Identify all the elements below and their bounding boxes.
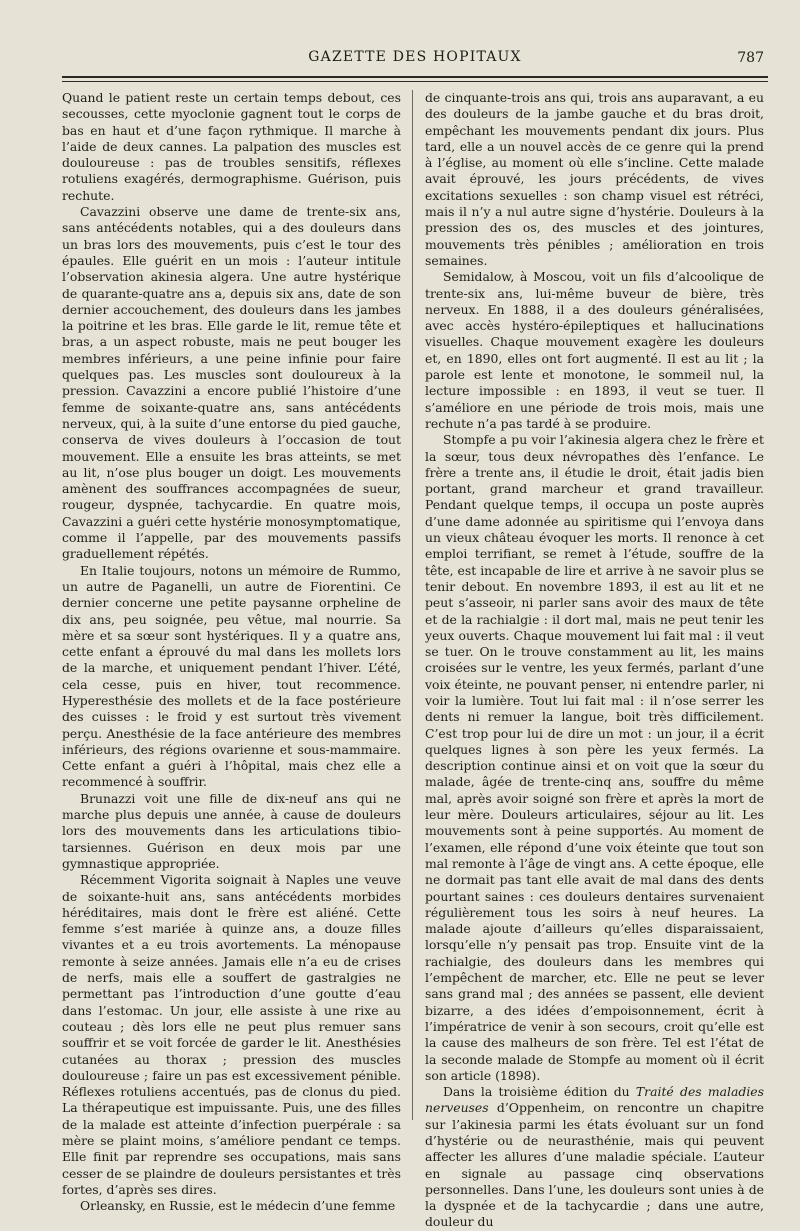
paragraph: Semidalow, à Moscou, voit un fils d’alcoolique de trente-six ans, lui-même buveur de bière, très nerveux. En 1888, il a des douleurs généralisées, avec accès hystéro-épileptiques et hallucinations visuelles. Chaque mouvement exagère les douleurs et, en 1890, elles ont fort augmenté. Il est au lit ; la parole est lente et monotone, le sommeil nul, la lecture impossible : en 1893, il veut se tuer. Il s’améliore en une période de trois mois, mais une rechute n’a pas tardé à se produire. xyxy=(425,269,764,431)
book-title: Traité des maladies nerveuses xyxy=(425,1084,764,1116)
paragraph: En Italie toujours, notons un mémoire de Rummo, un autre de Paganelli, un autre de Fiorentini. Ce dernier concerne une petite paysanne orpheline de dix ans, peu soignée, peu vêtue, mal nourrie. Sa mère et sa sœur sont hystériques. Il y a quatre ans, cette enfant a éprouvé du mal dans les mollets lors de la marche, et uniquement pendant l’hiver. L’été, cela cesse, puis en hiver, tout recommence. Hyperesthésie des mollets et de la face postérieure des cuisses : le froid y est surtout très vivement perçu. Anesthésie de la face antérieure des membres inférieurs, des régions ovarienne et sous-mammaire. Cette enfant a guéri à l’hôpital, mais chez elle a recommencé à souffrir. xyxy=(62,562,401,790)
paragraph: Stompfe a pu voir l’akinesia algera chez le frère et la sœur, tous deux névropathes dès l’enfance. Le frère a trente ans, il étudie le droit, était jadis bien portant, grand marcheur et grand travailleur. Pendant quelque temps, il occupa un poste auprès d’une dame adonnée au spiritisme qui l’envoya dans un vieux château évoquer les morts. Il renonce à cet emploi terrifiant, se remet à l’étude, souffre de la tête, est incapable de lire et arrive à ne savoir plus se tenir debout. En novembre 1893, il est au lit et ne peut s’asseoir, ni parler sans avoir des maux de tête et de la rachialgie : il dort mal, mais ne peut tenir les yeux ouverts. Chaque mouvement lui fait mal : il veut se tuer. On le trouve constamment au lit, les mains croisées sur le ventre, les yeux fermés, parlant d’une voix éteinte, ne pouvant penser, ni entendre parler, ni voir la lumière. Tout lui fait mal : il n’ose serrer les dents ni remuer la langue, boit très difficilement. C’est trop pour lui de dire un mot : un jour, il a écrit quelques lignes à son père les yeux fermés. La description continue ainsi et on voit que la sœur du malade, âgée de trente-cinq ans, souffre du même mal, après avoir soigné son frère et après la mort de leur mère. Douleurs articulaires, séjour au lit. Les mouvements sont à peine supportés. Au moment de l’examen, elle répond d’une voix éteinte que tout son mal remonte à l’âge de vingt ans. A cette époque, elle ne dormait pas tant elle avait de mal dans des dents pourtant saines : ces douleurs dentaires survenaient régulièrement tous les soirs à neuf heures. La malade ajoute d’ailleurs qu’elles disparaissaient, lorsqu’elle n’y pensait pas trop. Ensuite vint de la rachialgie, des douleurs dans les membres qui l’empêchent de marcher, etc. Elle ne peut se lever sans grand mal ; des années se passent, elle devient bizarre, a des idées d’empoisonnement, écrit à l’impératrice de venir à son secours, croit qu’elle est la cause des malheurs de son frère. Tel est l’état de la seconde malade de Stompfe au moment où il écrit son article (1898). xyxy=(425,432,764,1083)
journal-title: GAZETTE DES HOPITAUX xyxy=(308,49,522,65)
paragraph: de cinquante-trois ans qui, trois ans auparavant, a eu des douleurs de la jambe gauche et du bras droit, empêchant les mouvements pendant dix jours. Plus tard, elle a un nouvel accès de ce genre qui la prend à l’église, au moment où elle s’incline. Cette malade avait éprouvé, les jours précédents, de vives excitations sexuelles : son champ visuel est rétréci, mais il n’y a nul autre signe d’hystérie. Douleurs à la pression des os, des muscles et des jointures, mouvements très pénibles ; amélioration en trois semaines. xyxy=(425,90,764,268)
paragraph: Cavazzini observe une dame de trente-six ans, sans antécédents notables, qui a des douleurs dans un bras lors des mouvements, puis c’est le tour des épaules. Elle guérit en un mois : l’auteur intitule l’observation akinesia algera. Une autre hystérique de quarante-quatre ans a, depuis six ans, date de son dernier accouchement, des douleurs dans les jambes la poitrine et les bras. Elle garde le lit, remue tête et bras, a un aspect robuste, mais ne peut bouger les membres inférieurs, a une peine infinie pour faire quelques pas. Les muscles sont douloureux à la pression. Cavazzini a encore publié l’histoire d’une femme de soixante-quatre ans, sans antécédents nerveux, qui, à la suite d’une entorse du pied gauche, conserva de vives douleurs à l’occasion de tout mouvement. Elle a ensuite les bras atteints, se met au lit, n’ose plus bouger un doigt. Les mouvements amènent des souffrances accompagnées de sueur, rougeur, dyspnée, tachycardie. En quatre mois, Cavazzini a guéri cette hystérie monosymptomatique, comme il l’appelle, par des mouvements passifs graduellement répétés. xyxy=(62,204,401,562)
left-column xyxy=(62,90,401,1214)
paragraph: Quand le patient reste un certain temps debout, ces secousses, cette myoclonie gagnent tout le corps de bas en haut et d’une façon rythmique. Il marche à l’aide de deux cannes. La palpation des muscles est douloureuse : pas de troubles sensitifs, réflexes rotuliens exagérés, dermographisme. Guérison, puis rechute. xyxy=(62,90,401,203)
text-run: d’Oppenheim, on rencontre un chapitre sur l’akinesia parmi les états évoluant sur un fond d’hystérie ou de neurasthénie, mais qui peuvent affecter les allures d’une maladie spéciale. L’auteur en signale au passage cinq observations personnelles. Dans l’une, les douleurs sont unies à de la dyspnée et de la tachycardie ; dans une autre, douleur du xyxy=(425,1100,764,1230)
text-run: Dans la troisième édition du xyxy=(443,1084,636,1100)
running-header xyxy=(60,49,770,69)
header-rule-thin xyxy=(62,81,768,82)
paragraph: Récemment Vigorita soignait à Naples une veuve de soixante-huit ans, sans antécédents morbides héréditaires, mais dont le frère est aliéné. Cette femme s’est mariée à quinze ans, a douze filles vivantes et a eu trois avortements. La ménopause remonte à seize années. Jamais elle n’a eu de crises de nerfs, mais elle a souffert de gastralgies ne permettant pas l’introduction d’une goutte d’eau dans l’estomac. Un jour, elle assiste à une rixe au couteau ; dès lors elle ne peut plus remuer sans souffrir et se voit forcée de garder le lit. Anesthésies cutanées au thorax ; pression des muscles douloureuse ; faire un pas est excessivement pénible. Réflexes rotuliens accentués, pas de clonus du pied. La thérapeutique est impuissante. Puis, une des filles de la malade est atteinte d’infection puerpérale : sa mère se plaint moins, s’améliore pendant ce temps. Elle finit par reprendre ses occupations, mais sans cesser de se plaindre de douleurs persistantes et très fortes, d’après ses dires. xyxy=(62,872,401,1197)
column-divider xyxy=(412,90,413,1120)
paragraph: Brunazzi voit une fille de dix-neuf ans qui ne marche plus depuis une année, à cause de douleurs lors des mouvements dans les articulations tibio-tarsiennes. Guérison en deux mois par une gymnastique appropriée. xyxy=(62,790,401,871)
page-number: 787 xyxy=(737,50,764,66)
paragraph: Orleansky, en Russie, est le médecin d’une femme xyxy=(80,1198,396,1214)
header-rule-thick xyxy=(62,76,768,78)
right-column xyxy=(425,90,764,1230)
paragraph-with-title xyxy=(425,1084,764,1231)
